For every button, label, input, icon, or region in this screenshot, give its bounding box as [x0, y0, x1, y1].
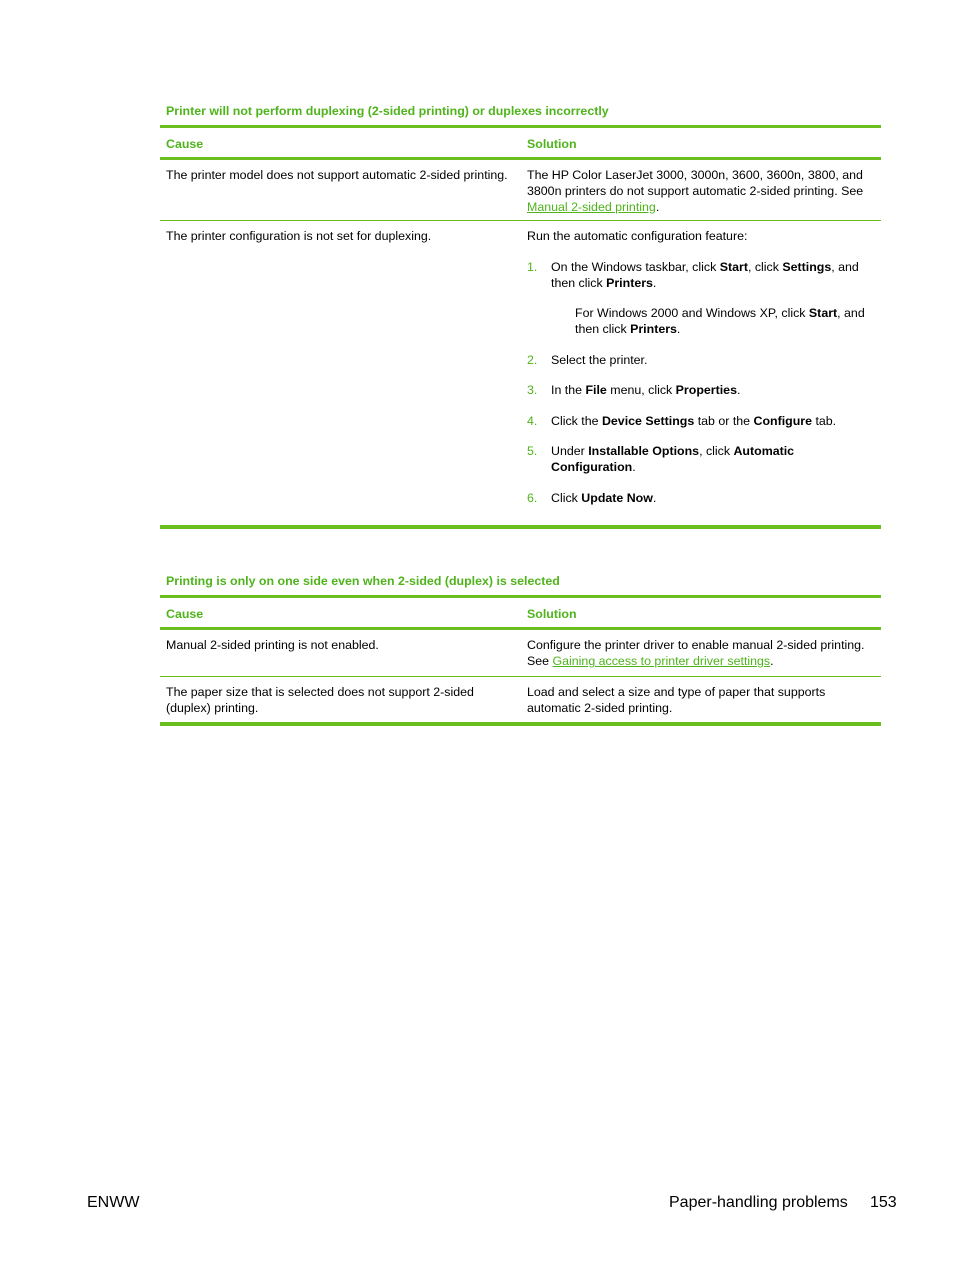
- troubleshooting-table: [160, 125, 881, 529]
- table-bottom-rule: [160, 722, 881, 726]
- section-title: Printing is only on one side even when 2-sided (duplex) is selected: [166, 574, 560, 588]
- cause-header: Cause: [166, 137, 204, 151]
- table-header: [160, 128, 881, 157]
- cause-cell: Manual 2-sided printing is not enabled.: [166, 638, 379, 652]
- footer-section: Paper-handling problems: [669, 1194, 848, 1211]
- step-number: 2.: [527, 353, 538, 367]
- step-number: 3.: [527, 383, 538, 397]
- table-row: [160, 630, 881, 676]
- solution-text-end: .: [770, 654, 774, 668]
- table-header: [160, 598, 881, 627]
- table-row: [160, 677, 881, 722]
- solution-text: The HP Color LaserJet 3000, 3000n, 3600, 3600n, 3800, and 3800n printers do not support automatic 2-sided printing. See: [527, 168, 864, 198]
- step-number: 6.: [527, 491, 538, 505]
- manual-2-sided-printing-link[interactable]: Manual 2-sided printing: [527, 200, 656, 214]
- footer-left: ENWW: [87, 1194, 140, 1211]
- section-title: Printer will not perform duplexing (2-sided printing) or duplexes incorrectly: [166, 104, 609, 118]
- step-number: 1.: [527, 260, 538, 274]
- step-number: 4.: [527, 414, 538, 428]
- cause-cell: The printer configuration is not set for duplexing.: [166, 229, 432, 243]
- solution-cell: Load and select a size and type of paper that supports automatic 2-sided printing.: [527, 685, 826, 715]
- solution-cell: [527, 637, 879, 669]
- step-text: In the File menu, click Properties.: [551, 383, 741, 397]
- table-bottom-rule: [160, 525, 881, 529]
- solution-text: Configure the printer driver to enable manual 2-sided printing. See: [527, 638, 865, 668]
- solution-intro: Run the automatic configuration feature:: [527, 229, 748, 243]
- solution-cell: [527, 167, 879, 215]
- solution-header: Solution: [527, 607, 577, 621]
- cause-header: Cause: [166, 607, 204, 621]
- step-text: Under Installable Options, click Automatic Configuration.: [551, 444, 795, 474]
- step-1-note: For Windows 2000 and Windows XP, click Start, and then click Printers.: [575, 306, 865, 336]
- table-row: [160, 160, 881, 220]
- step-text: On the Windows taskbar, click Start, click Settings, and then click Printers.: [551, 260, 859, 290]
- page-number: 153: [870, 1194, 897, 1211]
- cause-cell: The paper size that is selected does not support 2-sided (duplex) printing.: [166, 685, 474, 715]
- gaining-access-link[interactable]: Gaining access to printer driver settings: [552, 654, 771, 668]
- cause-cell: The printer model does not support automatic 2-sided printing.: [166, 168, 508, 182]
- solution-header: Solution: [527, 137, 577, 151]
- step-text: Select the printer.: [551, 353, 648, 367]
- step-text: Click Update Now.: [551, 491, 657, 505]
- solution-text-end: .: [655, 200, 660, 214]
- step-number: 5.: [527, 444, 538, 458]
- table-row: [160, 221, 881, 525]
- troubleshooting-table: [160, 595, 881, 726]
- step-text: Click the Device Settings tab or the Configure tab.: [551, 414, 837, 428]
